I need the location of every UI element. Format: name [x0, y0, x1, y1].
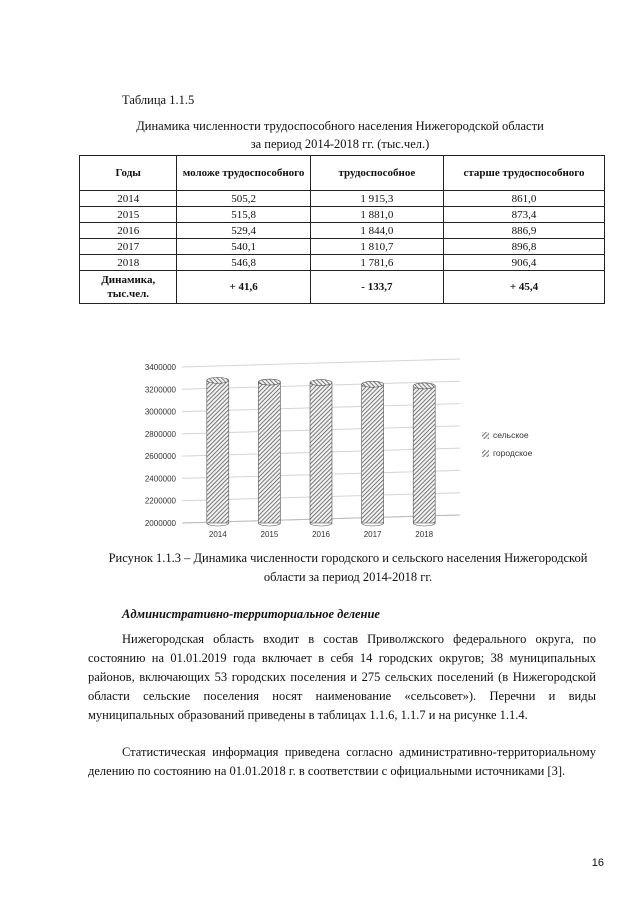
cell-older: 886,9 — [444, 223, 605, 239]
legend-swatch — [482, 450, 489, 457]
x-tick-label: 2015 — [260, 530, 279, 539]
header-younger: моложе трудоспособного — [177, 156, 310, 191]
table-row — [80, 239, 605, 255]
cell-dynamics-younger: + 41,6 — [177, 271, 310, 304]
bar-2017 — [362, 381, 384, 526]
legend-label: сельское — [493, 430, 529, 440]
header-older: старше трудоспособного — [444, 156, 605, 191]
table-label: Таблица 1.1.5 — [122, 93, 195, 107]
y-tick-label: 2800000 — [144, 429, 176, 439]
table-row — [80, 191, 605, 207]
gridline — [182, 359, 460, 367]
cell-younger: 546,8 — [177, 255, 310, 271]
table-title-line1: Динамика численности трудоспособного населения Нижегородской области — [136, 119, 544, 133]
legend-swatch — [482, 432, 489, 439]
x-tick-label: 2017 — [363, 530, 382, 539]
figure-caption-line1: Рисунок 1.1.3 – Динамика численности городского и сельского населения Нижегородской — [108, 551, 588, 565]
figure-caption — [88, 549, 608, 587]
cell-working: 1 844,0 — [310, 223, 443, 239]
cell-younger: 515,8 — [177, 207, 310, 223]
page-number: 16 — [591, 857, 604, 869]
table-title-line2: за период 2014-2018 гг. (тыс.чел.) — [250, 137, 430, 151]
cell-dynamics-working: - 133,7 — [310, 271, 443, 304]
y-tick-label: 2600000 — [144, 452, 176, 462]
x-tick-label: 2016 — [312, 530, 330, 539]
y-tick-label: 3400000 — [144, 363, 176, 372]
bar-2015 — [258, 379, 280, 526]
cell-dynamics-label: Динамика, тыс.чел. — [80, 271, 177, 304]
population-chart — [130, 355, 570, 545]
cell-younger: 529,4 — [177, 223, 310, 239]
paragraph-statistical-info: Статистическая информация приведена согласно административно-территориальному делению по состоянию на 01.01.2018 г. в соответствии с официальными источниками [3]. — [88, 745, 596, 778]
cell-year: 2014 — [80, 191, 177, 207]
cell-younger: 505,2 — [177, 191, 310, 207]
table-dynamics-row — [80, 271, 605, 304]
cell-working: 1 810,7 — [310, 239, 443, 255]
y-tick-label: 2200000 — [144, 496, 176, 506]
table-header-row — [80, 156, 605, 191]
x-tick-label: 2014 — [208, 530, 227, 539]
paragraph-territorial-division: Нижегородская область входит в состав Приволжского федерального округа, по состоянию на 01.01.2019 года включает в себя 14 городских округов; 38 муниципальных районов, включающих 53 городских поселения и 275 сельских поселений (в Нижегородской области сельские поселения носят наименование «сельсовет»). Перечни и виды муниципальных образований приведены в таблицах 1.1.6, 1.1.7 и на рисунке 1.1.4. — [88, 632, 596, 722]
cell-working: 1 915,3 — [310, 191, 443, 207]
table-title — [100, 117, 580, 153]
legend-label: городское — [493, 448, 533, 458]
header-working: трудоспособное — [310, 156, 443, 191]
figure-caption-line2: области за период 2014-2018 гг. — [263, 570, 433, 584]
x-tick-label: 2018 — [415, 530, 434, 539]
cell-older: 861,0 — [444, 191, 605, 207]
cell-older: 873,4 — [444, 207, 605, 223]
bar-2014 — [207, 377, 229, 526]
cell-working: 1 781,6 — [310, 255, 443, 271]
cell-year: 2018 — [80, 255, 177, 271]
cell-younger: 540,1 — [177, 239, 310, 255]
cell-working: 1 881,0 — [310, 207, 443, 223]
bar-2016 — [310, 380, 332, 526]
bar-2018 — [413, 383, 435, 526]
section-heading: Административно-территориальное деление — [122, 607, 380, 621]
cell-older: 896,8 — [444, 239, 605, 255]
cell-year: 2015 — [80, 207, 177, 223]
population-table — [79, 155, 605, 304]
table-row — [80, 255, 605, 271]
y-tick-label: 2400000 — [144, 474, 176, 484]
y-tick-label: 2000000 — [144, 519, 176, 528]
y-tick-label: 3200000 — [144, 385, 176, 395]
table-row — [80, 223, 605, 239]
cell-year: 2017 — [80, 239, 177, 255]
cell-dynamics-older: + 45,4 — [444, 271, 605, 304]
y-tick-label: 3000000 — [144, 407, 176, 417]
cell-year: 2016 — [80, 223, 177, 239]
table-row — [80, 207, 605, 223]
cell-older: 906,4 — [444, 255, 605, 271]
header-years: Годы — [80, 156, 177, 191]
